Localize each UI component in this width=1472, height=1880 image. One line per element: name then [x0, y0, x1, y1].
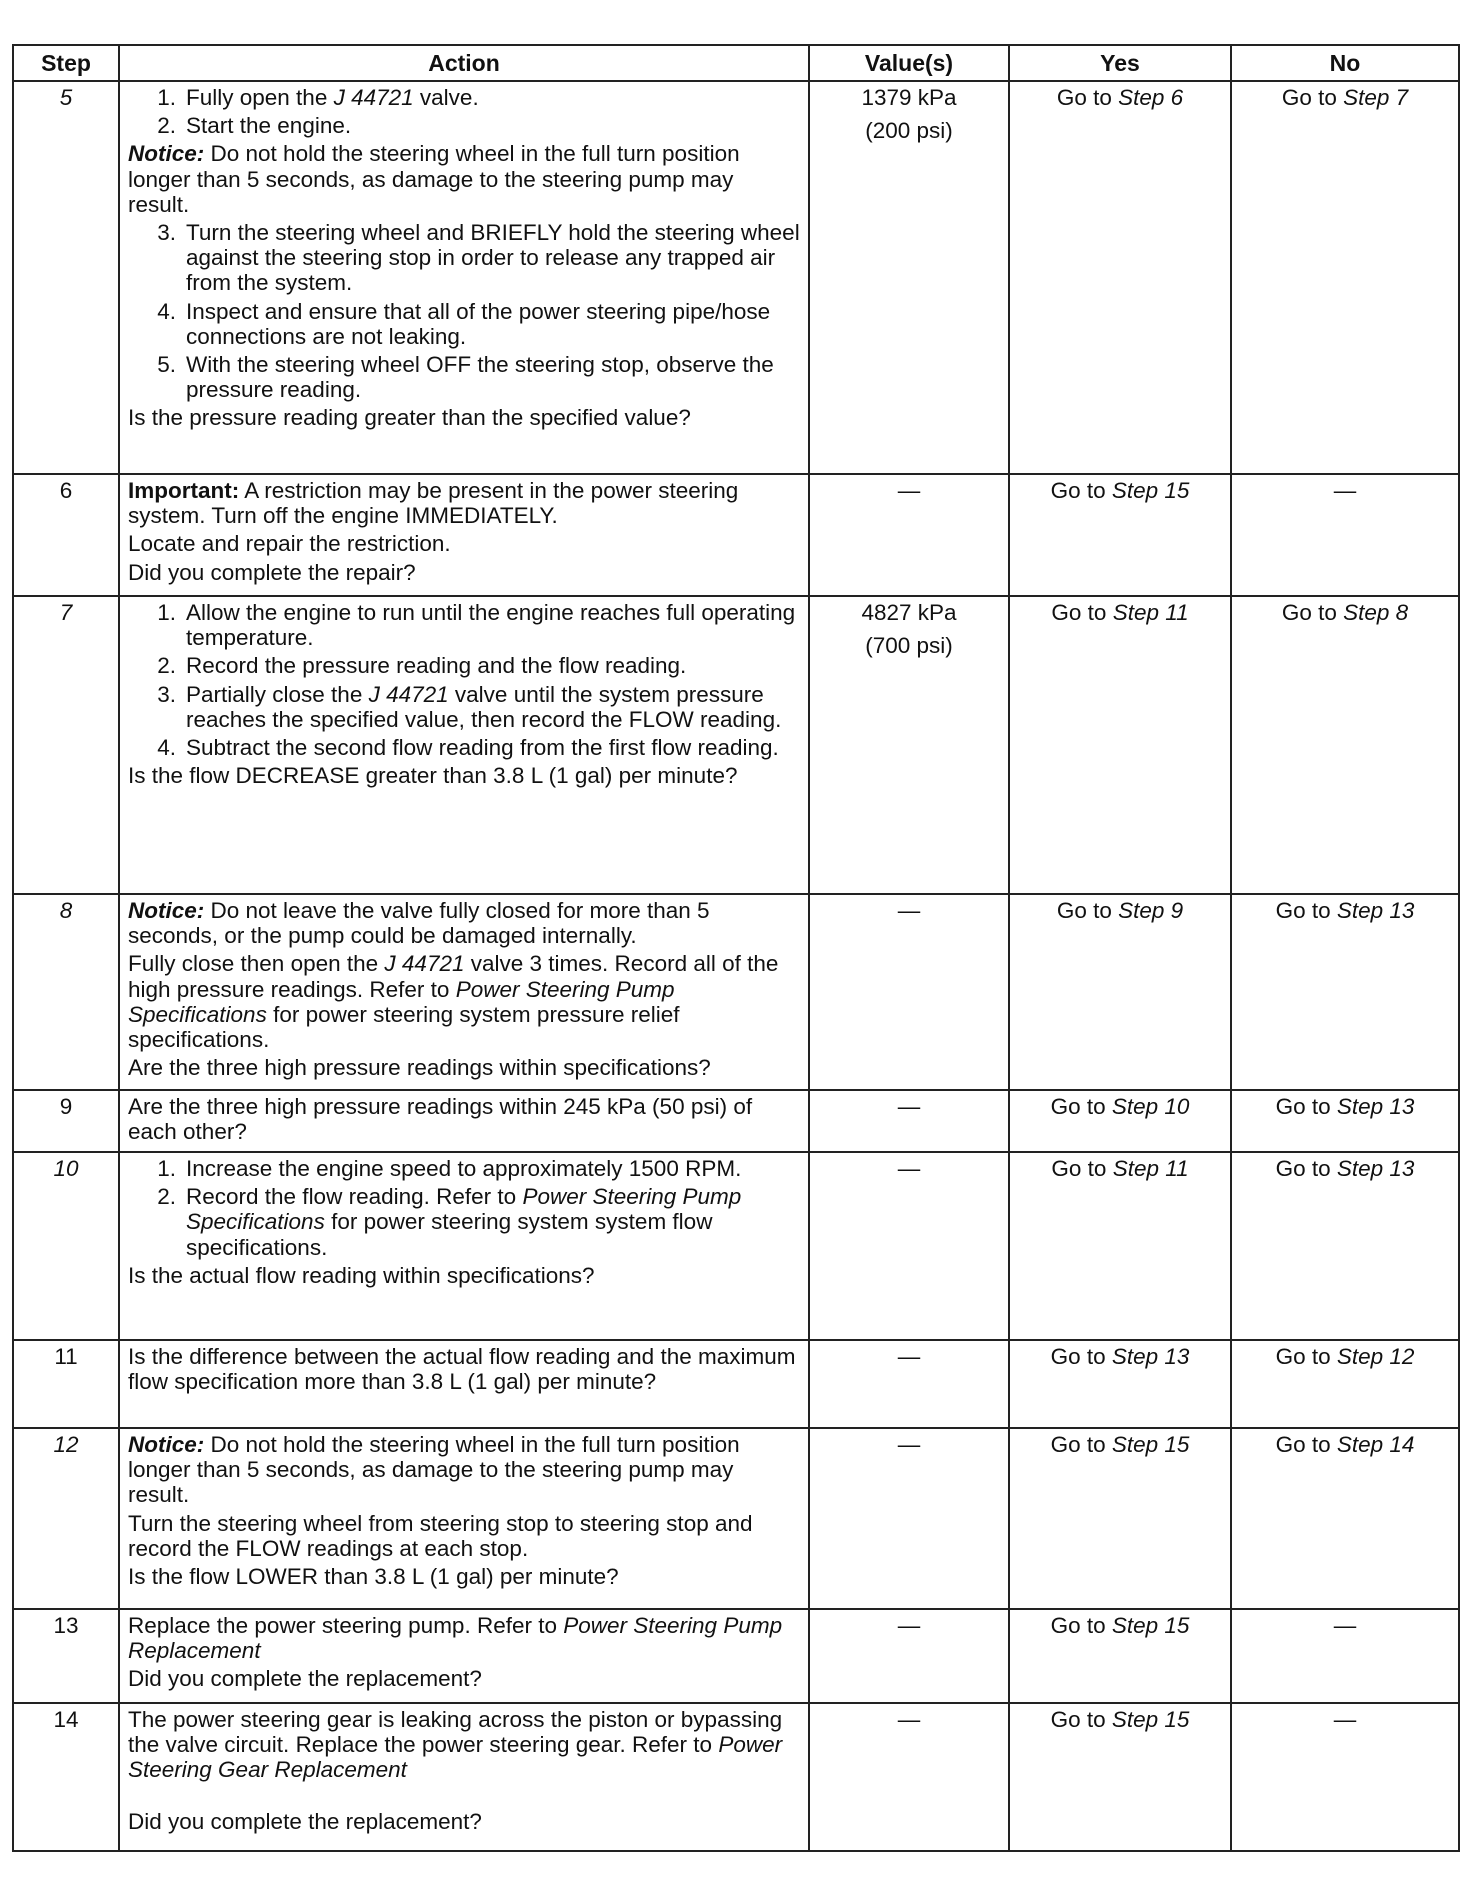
- value-cell: —: [809, 1090, 1009, 1152]
- step-number: 5: [13, 81, 119, 474]
- question: Is the difference between the actual flow reading and the maximum flow specification more than 3.8 L (1 gal) per minute?: [128, 1344, 796, 1395]
- value-cell: —: [809, 1152, 1009, 1340]
- notice: Notice: Do not hold the steering wheel in the full turn position longer than 5 seconds, as damage to the steering pump may result.: [128, 141, 740, 217]
- table-row: [13, 894, 1459, 1090]
- list-item: 2. Record the pressure reading and the flow reading.: [157, 653, 687, 679]
- table-row: [13, 1428, 1459, 1609]
- header-action: Action: [119, 45, 809, 81]
- step-number: 8: [13, 894, 119, 1090]
- no-cell: Go to Step 12: [1231, 1340, 1459, 1428]
- action-cell: Replace the power steering pump. Refer to Power Steering Pump Replacement Did you complete the replacement?: [119, 1609, 809, 1703]
- header-values: Value(s): [809, 45, 1009, 81]
- no-cell: Go to Step 14: [1231, 1428, 1459, 1609]
- list-item: 4. Subtract the second flow reading from the first flow reading.: [157, 734, 779, 760]
- value-cell: 4827 kPa (700 psi): [809, 596, 1009, 894]
- list-item: 2. Start the engine.: [157, 113, 352, 139]
- action-cell: [119, 1152, 809, 1340]
- table-row: [13, 1152, 1459, 1340]
- yes-cell: Go to Step 9: [1009, 894, 1231, 1090]
- value-cell: —: [809, 1609, 1009, 1703]
- list-item: 5. With the steering wheel OFF the steering stop, observe the pressure reading.: [157, 351, 774, 403]
- list-item: 4. Inspect and ensure that all of the power steering pipe/hose connections are not leaking.: [157, 298, 771, 349]
- yes-cell: Go to Step 11: [1009, 1152, 1231, 1340]
- table-row: [13, 596, 1459, 894]
- no-cell: Go to Step 7: [1231, 81, 1459, 474]
- header-step: Step: [13, 45, 119, 81]
- list-item: 1. Allow the engine to run until the engine reaches full operating temperature.: [157, 600, 796, 651]
- action-cell: Notice: Do not hold the steering wheel in the full turn position longer than 5 seconds, as damage to the steering pump may result. Turn the steering wheel from steering stop to steering stop and record the FLOW readings at each stop. Is the flow LOWER than 3.8 L (1 gal) per minute?: [119, 1428, 809, 1609]
- table-row: [13, 1340, 1459, 1428]
- yes-cell: Go to Step 11: [1009, 596, 1231, 894]
- step-number: 9: [13, 1090, 119, 1152]
- step-number: 12: [13, 1428, 119, 1609]
- action-cell: [119, 596, 809, 894]
- question: Are the three high pressure readings within specifications?: [128, 1055, 711, 1081]
- yes-cell: Go to Step 15: [1009, 1428, 1231, 1609]
- question: Did you complete the replacement?: [128, 1666, 482, 1692]
- header-no: No: [1231, 45, 1459, 81]
- question: Is the actual flow reading within specifications?: [128, 1262, 595, 1288]
- table-row: [13, 81, 1459, 474]
- notice: Notice: Do not hold the steering wheel in the full turn position longer than 5 seconds, as damage to the steering pump may result.: [128, 1432, 740, 1508]
- diagnostic-table: [12, 44, 1460, 1852]
- question: Did you complete the repair?: [128, 559, 416, 585]
- step-number: 6: [13, 474, 119, 596]
- step-number: 13: [13, 1609, 119, 1703]
- no-cell: —: [1231, 474, 1459, 596]
- no-cell: Go to Step 8: [1231, 596, 1459, 894]
- question: Did you complete the replacement?: [128, 1808, 482, 1834]
- yes-cell: Go to Step 10: [1009, 1090, 1231, 1152]
- table-row: [13, 1609, 1459, 1703]
- action-cell: The power steering gear is leaking across the piston or bypassing the valve circuit. Replace the power steering gear. Refer to Power Steering Gear Replacement Did you complete the replacement?: [119, 1703, 809, 1851]
- action-cell: [119, 1340, 809, 1428]
- action-cell: Important: A restriction may be present in the power steering system. Turn off the engine IMMEDIATELY. Locate and repair the restriction. Did you complete the repair?: [119, 474, 809, 596]
- header-row: [13, 45, 1459, 81]
- question: Is the flow LOWER than 3.8 L (1 gal) per minute?: [128, 1563, 619, 1589]
- value-cell: —: [809, 1428, 1009, 1609]
- yes-cell: Go to Step 15: [1009, 1609, 1231, 1703]
- value-cell: —: [809, 474, 1009, 596]
- step-number: 7: [13, 596, 119, 894]
- header-yes: Yes: [1009, 45, 1231, 81]
- no-cell: Go to Step 13: [1231, 1152, 1459, 1340]
- no-cell: —: [1231, 1703, 1459, 1851]
- list-item: 1. Fully open the J 44721 valve.: [157, 85, 479, 110]
- list-item: 3. Turn the steering wheel and BRIEFLY hold the steering wheel against the steering stop in order to release any trapped air from the system.: [157, 219, 800, 296]
- table-row: [13, 1090, 1459, 1152]
- important-note: Important: A restriction may be present in the power steering system. Turn off the engine IMMEDIATELY.: [128, 478, 739, 529]
- question: Is the flow DECREASE greater than 3.8 L (1 gal) per minute?: [128, 763, 738, 789]
- yes-cell: Go to Step 15: [1009, 474, 1231, 596]
- action-cell: [119, 1090, 809, 1152]
- list-item: 1. Increase the engine speed to approximately 1500 RPM.: [157, 1156, 742, 1181]
- yes-cell: Go to Step 6: [1009, 81, 1231, 474]
- question: Are the three high pressure readings within 245 kPa (50 psi) of each other?: [128, 1094, 753, 1145]
- action-cell: [119, 81, 809, 474]
- action-cell: Notice: Do not leave the valve fully closed for more than 5 seconds, or the pump could be damaged internally. Fully close then open the J 44721 valve 3 times. Record all of the high pressure readings. Refer to Power Steering Pump Specifications for power steering system pressure relief specifications. Are the three high pressure readings within specifications?: [119, 894, 809, 1090]
- value-cell: —: [809, 1703, 1009, 1851]
- value-cell: —: [809, 894, 1009, 1090]
- value-cell: —: [809, 1340, 1009, 1428]
- list-item: 2. Record the flow reading. Refer to Power Steering Pump Specifications for power steering system system flow specifications.: [157, 1184, 742, 1260]
- question: Is the pressure reading greater than the specified value?: [128, 405, 691, 431]
- no-cell: Go to Step 13: [1231, 1090, 1459, 1152]
- value-cell: 1379 kPa (200 psi): [809, 81, 1009, 474]
- no-cell: —: [1231, 1609, 1459, 1703]
- table-row: [13, 1703, 1459, 1851]
- step-number: 14: [13, 1703, 119, 1851]
- table-row: [13, 474, 1459, 596]
- notice: Notice: Do not leave the valve fully closed for more than 5 seconds, or the pump could be damaged internally.: [128, 898, 710, 949]
- step-number: 11: [13, 1340, 119, 1428]
- yes-cell: Go to Step 15: [1009, 1703, 1231, 1851]
- yes-cell: Go to Step 13: [1009, 1340, 1231, 1428]
- step-number: 10: [13, 1152, 119, 1340]
- no-cell: Go to Step 13: [1231, 894, 1459, 1090]
- list-item: 3. Partially close the J 44721 valve until the system pressure reaches the specified value, then record the FLOW reading.: [157, 681, 782, 732]
